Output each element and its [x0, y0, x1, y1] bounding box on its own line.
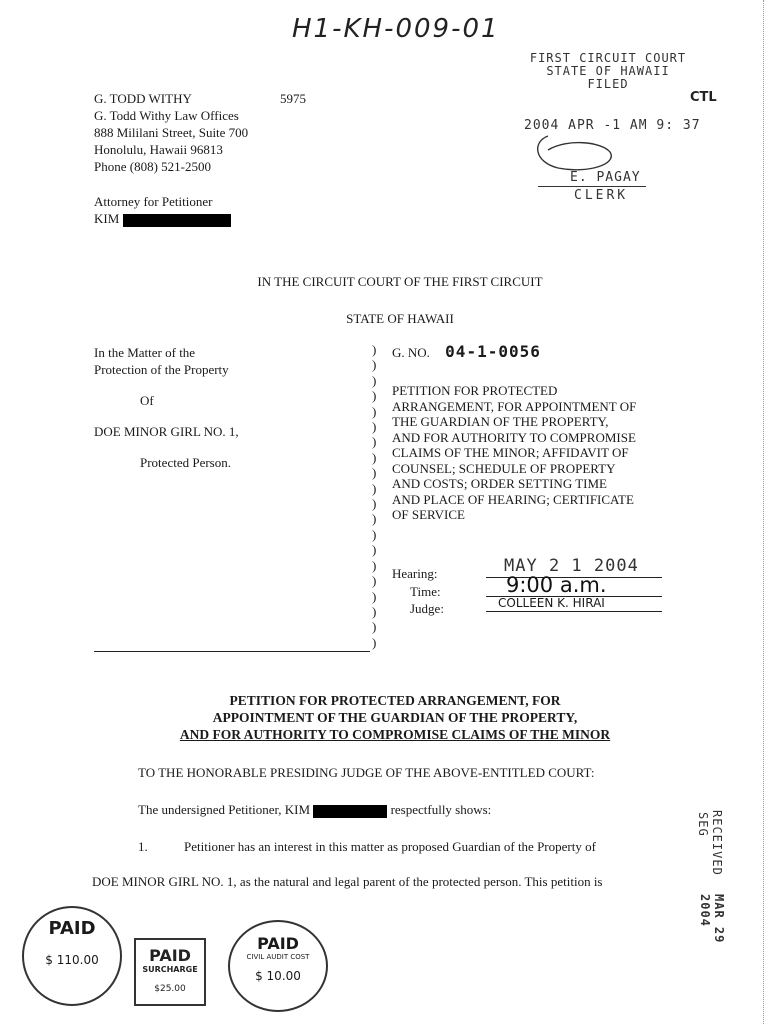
hearing-label: Hearing:	[392, 566, 438, 581]
caption-paren-column: ) ) ) ) ) ) ) ) ) ) ) ) ) ) ) ) ) ) ) )	[372, 342, 377, 650]
intro-line	[138, 801, 491, 818]
paid-stamp-sub: CIVIL AUDIT COST	[246, 953, 310, 961]
hearing-value: MAY 2 1 2004	[504, 556, 639, 576]
caption-matter-line2: Protection of the Property	[94, 362, 229, 377]
pleading-title-line: AND FOR AUTHORITY TO COMPROMISE	[392, 429, 636, 445]
caption-party: DOE MINOR GIRL NO. 1,	[94, 424, 239, 439]
salutation: TO THE HONORABLE PRESIDING JUDGE OF THE ABOVE-ENTITLED COURT:	[138, 765, 595, 780]
paid-stamp-amount: $ 10.00	[255, 969, 301, 983]
attorney-street: 888 Mililani Street, Suite 700	[94, 125, 249, 140]
petition-heading-line1: PETITION FOR PROTECTED ARRANGEMENT, FOR	[229, 693, 561, 708]
received-date: MAR 29 2004	[698, 894, 726, 944]
gno-line	[392, 344, 541, 361]
paid-stamp-civil-audit	[228, 920, 328, 1012]
pleading-title-line: AND PLACE OF HEARING; CERTIFICATE	[392, 491, 634, 507]
pleading-title-line: THE GUARDIAN OF THE PROPERTY,	[392, 414, 609, 429]
caption-status: Protected Person.	[140, 455, 231, 470]
attorney-name: G. TODD WITHY	[94, 91, 192, 106]
time-label: Time:	[410, 584, 441, 599]
filed-stamp-state: STATE OF HAWAII	[546, 64, 670, 78]
paid-stamp-amount: $ 110.00	[45, 953, 99, 967]
petition-heading-line3: AND FOR AUTHORITY TO COMPROMISE CLAIMS OF THE MINOR	[179, 727, 611, 742]
intro-prefix: The undersigned Petitioner, KIM	[138, 802, 311, 817]
received-label: RECEIVED	[710, 810, 724, 876]
judge-value: COLLEEN K. HIRAI	[498, 596, 605, 610]
paid-stamp-title: PAID	[257, 934, 299, 953]
redaction-bar	[313, 805, 387, 818]
paid-stamp-title: PAID	[149, 946, 191, 965]
pleading-title-line: CLAIMS OF THE MINOR; AFFIDAVIT OF	[392, 445, 629, 460]
redaction-bar	[123, 214, 231, 227]
paid-stamp-title: PAID	[48, 918, 96, 939]
paid-stamp-amount: $25.00	[154, 984, 186, 994]
attorney-firm: G. Todd Withy Law Offices	[94, 108, 239, 123]
filed-stamp-filed: FILED	[587, 77, 629, 91]
para1-line1: Petitioner has an interest in this matter as proposed Guardian of the Property of	[184, 839, 596, 854]
ctl-mark: CTL	[690, 90, 717, 105]
handwritten-doc-number: H1-KH-009-01	[292, 14, 500, 44]
caption-left	[94, 344, 364, 471]
attorney-role: Attorney for Petitioner	[94, 194, 213, 209]
paid-stamp-sub: SURCHARGE	[142, 965, 198, 974]
filed-stamp-court: FIRST CIRCUIT COURT	[529, 51, 687, 65]
filed-stamp-datetime: 2004 APR -1 AM 9: 37	[524, 118, 701, 133]
judge-rule	[486, 611, 662, 612]
caption-of: Of	[140, 393, 154, 408]
court-name: IN THE CIRCUIT COURT OF THE FIRST CIRCUIT	[257, 274, 543, 289]
paid-stamp-filing	[22, 906, 122, 1006]
received-dept: SEG	[696, 812, 710, 837]
attorney-bar-number: 5975	[280, 91, 306, 106]
filed-stamp	[528, 52, 688, 91]
gno-label: G. NO.	[392, 345, 430, 360]
clerk-name: E. PAGAY	[570, 170, 641, 185]
caption-bottom-rule	[94, 651, 370, 652]
pleading-title-line: PETITION FOR PROTECTED	[392, 383, 558, 398]
court-state: STATE OF HAWAII	[346, 311, 454, 326]
intro-suffix: respectfully shows:	[390, 802, 492, 817]
pleading-title-line: AND COSTS; ORDER SETTING TIME	[392, 476, 607, 491]
received-stamp	[698, 810, 738, 980]
attorney-block	[94, 90, 306, 227]
clerk-title: CLERK	[574, 188, 629, 203]
clerk-line	[538, 186, 646, 187]
pleading-title-line: ARRANGEMENT, FOR APPOINTMENT OF	[392, 398, 637, 414]
attorney-phone: Phone (808) 521-2500	[94, 159, 211, 174]
attorney-name-line	[94, 90, 306, 107]
page-edge-mark	[763, 0, 764, 1024]
attorney-client: KIM	[94, 211, 120, 226]
para1-number: 1.	[138, 839, 148, 854]
petition-heading-line2: APPOINTMENT OF THE GUARDIAN OF THE PROPERTY,	[212, 710, 578, 725]
clerk-signature	[528, 128, 628, 176]
gno-value: 04-1-0056	[445, 342, 541, 361]
pleading-title	[392, 383, 636, 523]
time-value: 9:00 a.m.	[506, 573, 607, 597]
judge-label: Judge:	[410, 601, 444, 616]
caption-matter-line1: In the Matter of the	[94, 345, 196, 360]
attorney-city: Honolulu, Hawaii 96813	[94, 142, 223, 157]
para1-line2: DOE MINOR GIRL NO. 1, as the natural and legal parent of the protected person. This petition is	[92, 874, 603, 889]
attorney-client-line	[94, 210, 248, 227]
petition-heading	[0, 692, 770, 743]
pleading-title-line: OF SERVICE	[392, 507, 465, 522]
paid-stamp-surcharge	[134, 938, 206, 1006]
pleading-title-line: COUNSEL; SCHEDULE OF PROPERTY	[392, 460, 616, 476]
